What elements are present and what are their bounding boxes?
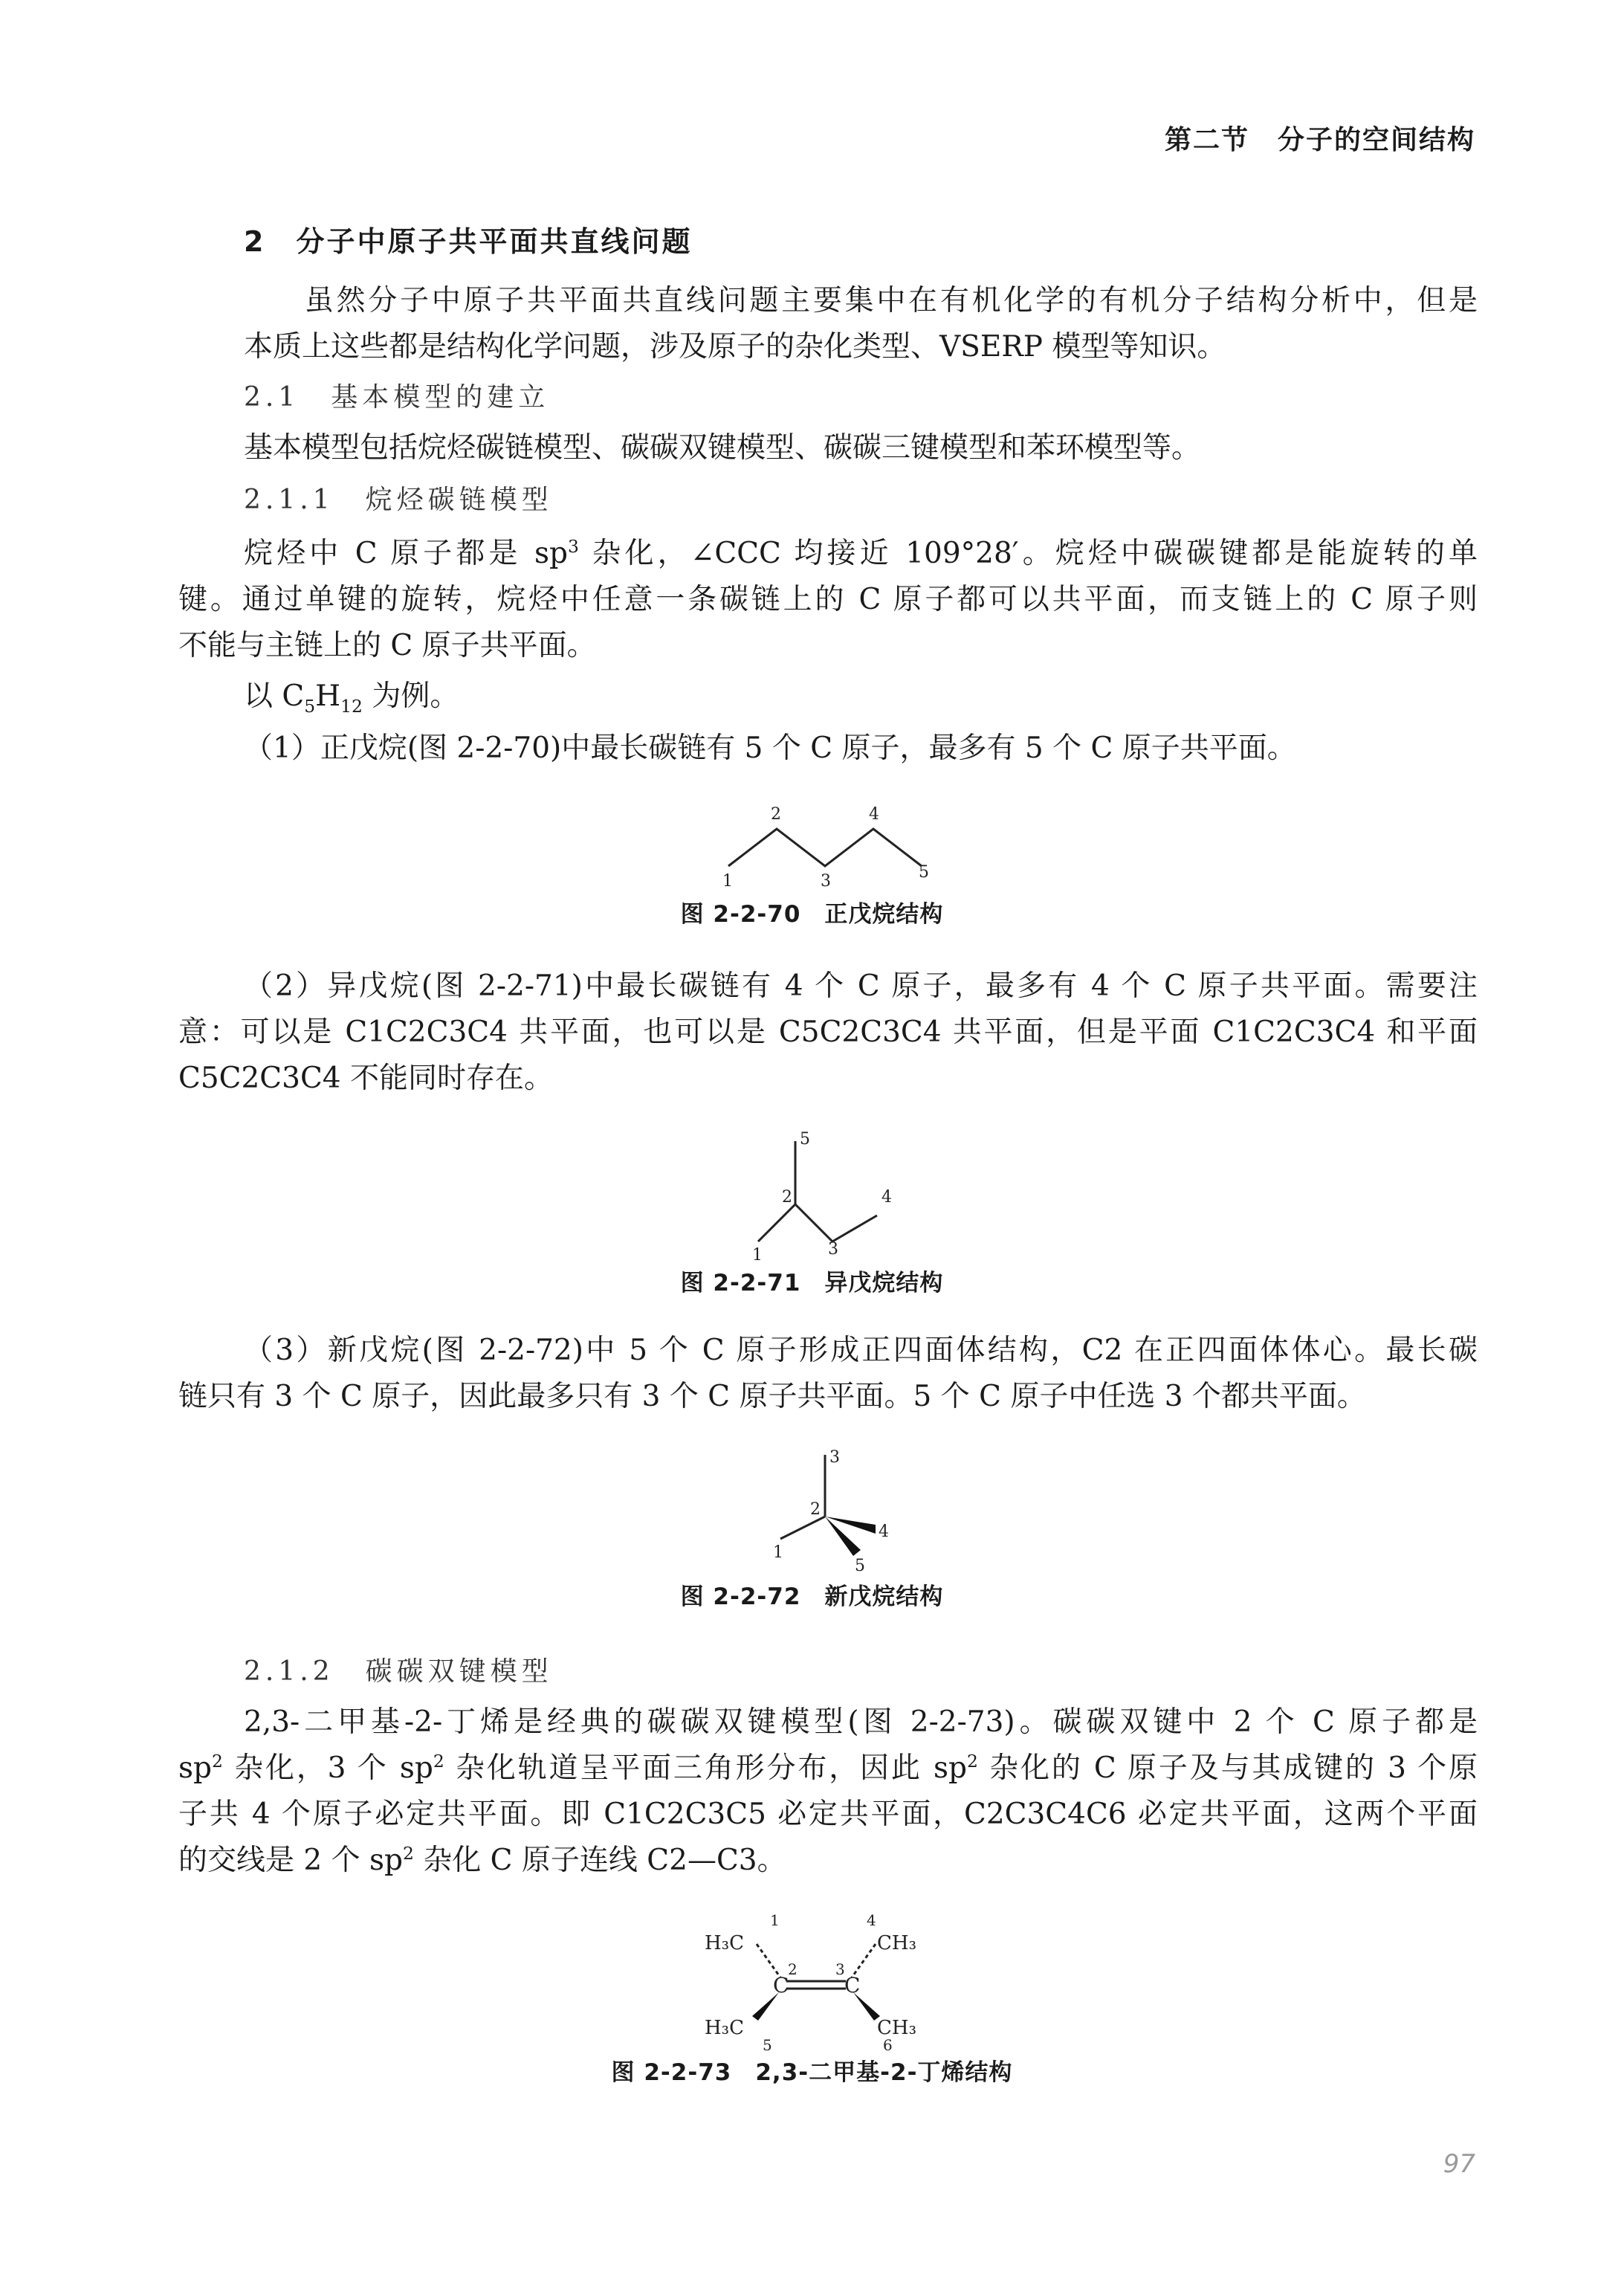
paragraph-isopentane-3: C5C2C3C4 不能同时存在。 [178, 1062, 554, 1095]
atom-label-4: 4 [881, 1188, 892, 1207]
atom-label-6: 6 [883, 2036, 893, 2052]
header-section: 第二节 [1164, 125, 1249, 155]
figure-n-pentane [721, 788, 936, 892]
figure-caption-2-2-71: 图 2-2-71 异戊烷结构 [680, 1270, 944, 1297]
alkene-line-2: $sp^2$ 杂化，3 个 $sp^2$ 杂化轨道呈平面三角形分布，因此 $sp^2$ 杂化的 C 原子及与其成键的 3 个原 [178, 1751, 1478, 1785]
atom-label-3: 3 [828, 1240, 838, 1259]
section-title: 分子中原子共平面共直线问题 [296, 225, 693, 258]
header-title: 分子的空间结构 [1277, 125, 1475, 155]
figure-caption-2-2-73: 图 2-2-73 2,3-二甲基-2-丁烯结构 [611, 2059, 1013, 2086]
section-number: 2 [244, 225, 266, 258]
atom-label-2: 2 [810, 1500, 821, 1519]
subsection-heading-2-1: 2.1 基本模型的建立 [244, 382, 550, 413]
atom-label-4: 4 [867, 1911, 876, 1929]
figure-neopentane [751, 1446, 907, 1572]
subsection-heading-2-1-1: 2.1.1 烷烃碳链模型 [244, 485, 553, 515]
atom-label-3: 3 [835, 1960, 845, 1978]
atom-label-5: 5 [919, 863, 929, 882]
methyl-group-5: H₃C [705, 2017, 744, 2039]
subsection-heading-2-1-2: 2.1.2 碳碳双键模型 [244, 1656, 553, 1687]
subsection-2-1-text: 基本模型包括烷烃碳链模型、碳碳双键模型、碳碳三键模型和苯环模型等。 [244, 431, 1201, 465]
atom-label-5: 5 [855, 1557, 865, 1572]
atom-label-1: 1 [722, 872, 733, 891]
paragraph-isopentane-1: （2）异戊烷(图 2-2-71)中最长碳链有 4 个 C 原子，最多有 4 个 C 原子共平面。需要注 [244, 969, 1478, 1003]
atom-label-1: 1 [773, 1543, 783, 1562]
atom-label-4: 4 [869, 805, 879, 824]
atom-label-5: 5 [763, 2036, 772, 2052]
alkene-line-3: 子共 4 个原子必定共平面。即 C1C2C3C5 必定共平面，C2C3C4C6 必定共平面，这两个平面 [178, 1798, 1478, 1831]
atom-label-4: 4 [879, 1522, 889, 1541]
alkane-line-3: 不能与主链上的 C 原子共平面。 [178, 629, 596, 662]
paragraph-neopentane-2: 链只有 3 个 C 原子，因此最多只有 3 个 C 原子共平面。5 个 C 原子中任选 3 个都共平面。 [178, 1380, 1366, 1413]
atom-label-3: 3 [821, 872, 831, 891]
methyl-group-6: CH₃ [877, 2017, 916, 2039]
atom-label-2: 2 [788, 1960, 798, 1978]
alkene-line-1: 2,3-二甲基-2-丁烯是经典的碳碳双键模型(图 2-2-73)。碳碳双键中 2 个 C 原子都是 [244, 1705, 1478, 1739]
figure-dimethylbutene [699, 1903, 951, 2052]
alkene-line-4: 的交线是 2 个 $sp^2$ 杂化 C 原子连线 C2—C3。 [178, 1843, 786, 1877]
methyl-group-4: CH₃ [877, 1932, 916, 1954]
paragraph-isopentane-2: 意：可以是 C1C2C3C4 共平面，也可以是 C5C2C3C4 共平面，但是平面 C1C2C3C4 和平面 [178, 1015, 1478, 1049]
alkane-line-2: 键。通过单键的旋转，烷烃中任意一条碳链上的 C 原子都可以共平面，而支链上的 C 原子则 [178, 583, 1478, 616]
atom-label-2: 2 [771, 805, 781, 824]
paragraph-n-pentane: （1）正戊烷(图 2-2-70)中最长碳链有 5 个 C 原子，最多有 5 个 C 原子共平面。 [244, 732, 1296, 765]
figure-caption-2-2-70: 图 2-2-70 正戊烷结构 [680, 901, 944, 928]
intro-line-2: 本质上这些都是结构化学问题，涉及原子的杂化类型、VSERP 模型等知识。 [244, 330, 1226, 364]
page-number: 97 [1443, 2149, 1475, 2179]
running-header [1165, 119, 1475, 157]
intro-line-1: 虽然分子中原子共平面共直线问题主要集中在有机化学的有机分子结构分析中，但是 [302, 284, 1478, 317]
paragraph-neopentane-1: （3）新戊烷(图 2-2-72)中 5 个 C 原子形成正四面体结构，C2 在正四面体体心。最长碳 [244, 1334, 1478, 1367]
methyl-group-1: H₃C [705, 1932, 744, 1954]
atom-label-1: 1 [752, 1246, 763, 1264]
figure-caption-2-2-72: 图 2-2-72 新戊烷结构 [680, 1583, 944, 1610]
alkane-example: 以 $C_5H_{12}$ 为例。 [244, 679, 459, 717]
atom-label-3: 3 [829, 1448, 840, 1467]
figure-isopentane [736, 1126, 922, 1264]
alkane-line-1: 烷烃中 C 原子都是 $sp^3$ 杂化，∠CCC 均接近 109°28′。烷烃中碳碳键都是能旋转的单 [244, 536, 1478, 570]
carbon-3: C [844, 1973, 861, 1998]
carbon-2: C [773, 1973, 789, 1998]
section-heading [244, 223, 1478, 260]
atom-label-5: 5 [800, 1130, 810, 1149]
atom-label-2: 2 [782, 1188, 792, 1207]
atom-label-1: 1 [770, 1911, 780, 1929]
